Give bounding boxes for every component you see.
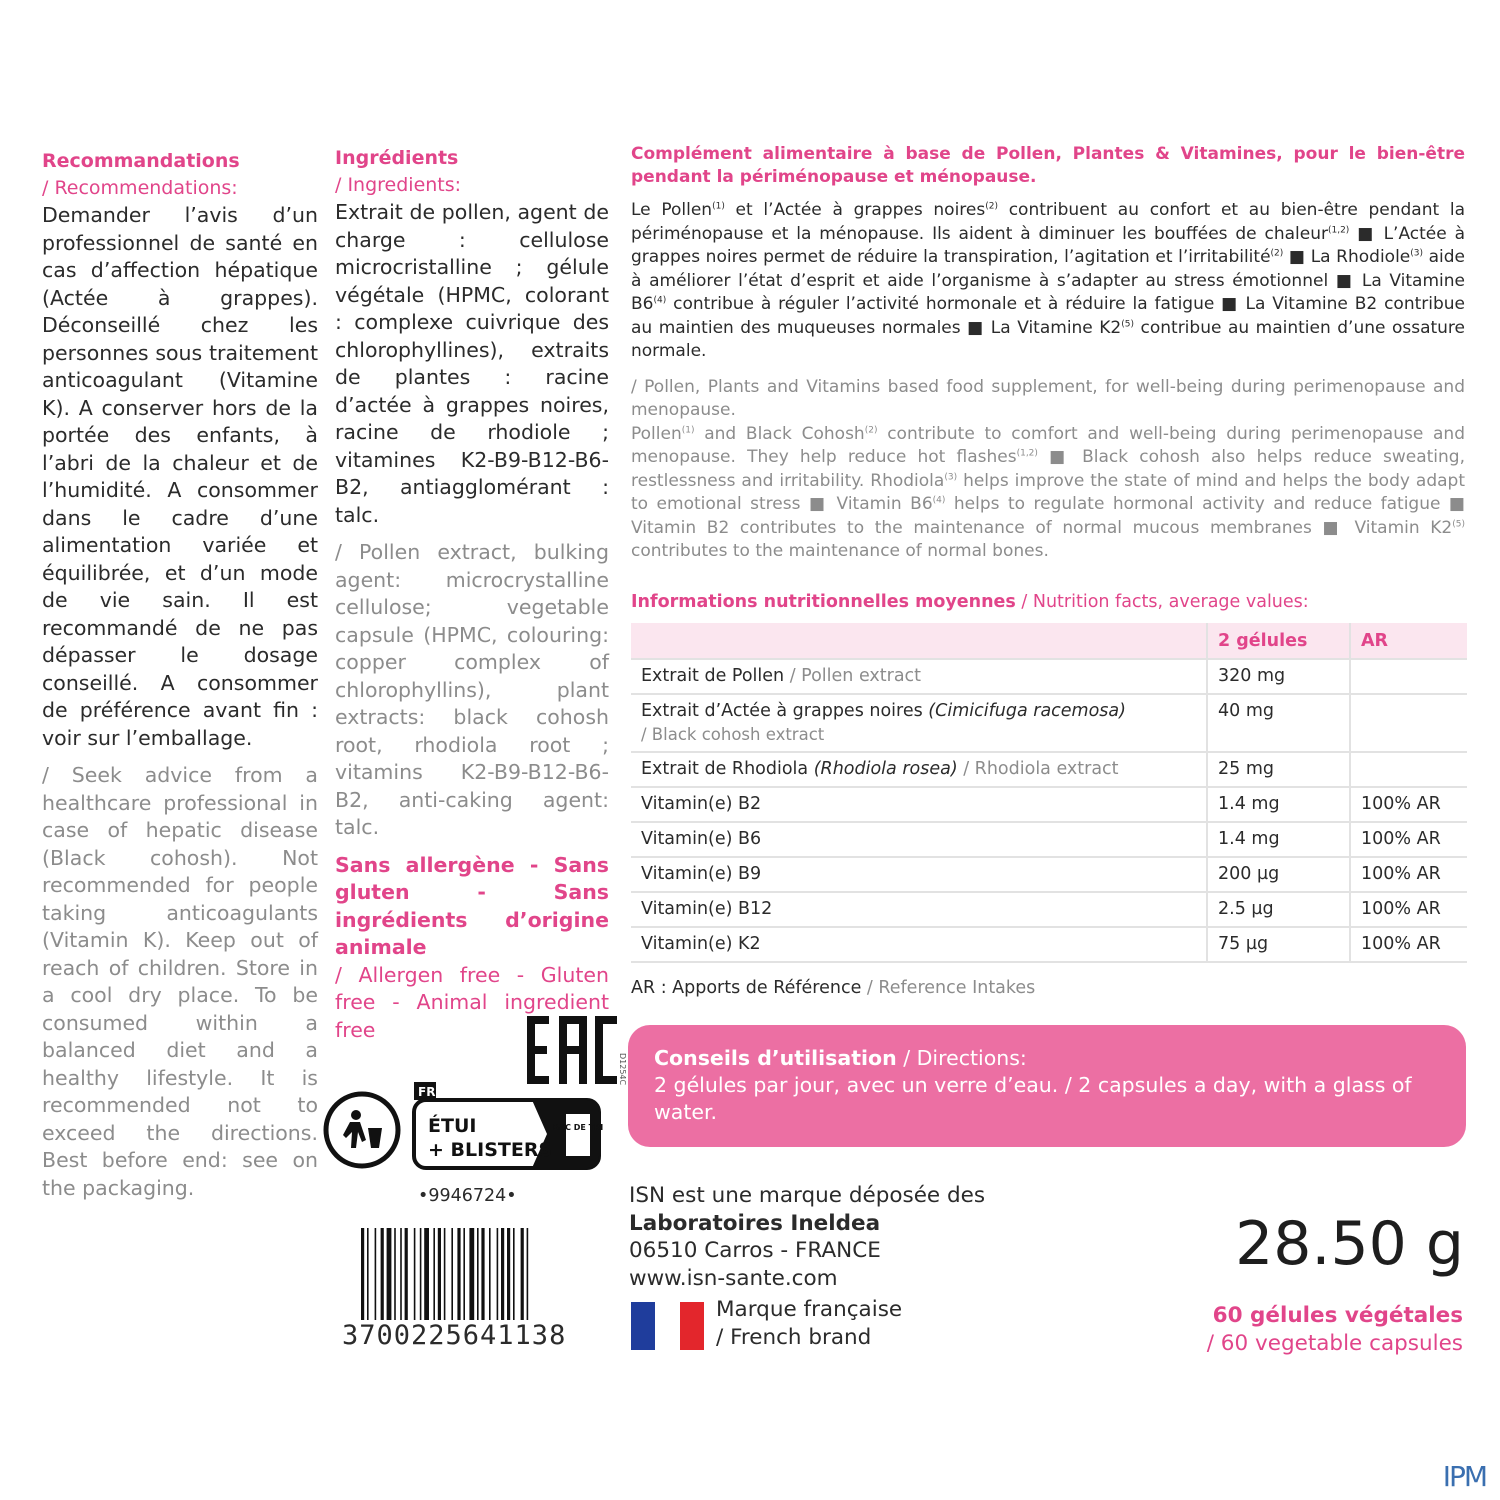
nutrient-dose: 200 µg — [1207, 857, 1350, 892]
nutrient-dose: 1.4 mg — [1207, 822, 1350, 857]
ingredients-text-en: / Pollen extract, bulking agent: microcrystalline cellulose; vegetable capsule (HPMC, colouring: copper complex of chlorophyllins), plant extracts: black cohosh root, rhodiola root ; vitamins K2-B9-B12-B6-B2, anti-caking agent: talc. — [335, 540, 609, 839]
table-row — [631, 857, 1467, 892]
nutrient-dose: 40 mg — [1207, 694, 1350, 752]
barcode-bar — [457, 1228, 460, 1320]
nutrient-ar: 100% AR — [1350, 892, 1467, 927]
nutrient-ar: 100% AR — [1350, 822, 1467, 857]
nutrition-header-ingredient — [631, 623, 1207, 659]
barcode-bar — [469, 1228, 474, 1320]
company-address: 06510 Carros - FRANCE — [629, 1238, 881, 1263]
barcode-bar — [481, 1228, 484, 1320]
reference-intakes-note: AR : Apports de Référence / Reference Intakes — [631, 978, 1036, 998]
svg-text:BAC DE TRI: BAC DE TRI — [552, 1123, 604, 1132]
nutrient-name: Vitamin(e) K2 — [631, 927, 1207, 962]
nutrient-name: Extrait de Pollen / Pollen extract — [631, 659, 1207, 694]
nutrient-ar: 100% AR — [1350, 927, 1467, 962]
description-headline: Complément alimentaire à base de Pollen, Plantes & Vitamines, pour le bien-être pendant la périménopause et ménopause. — [631, 144, 1465, 187]
table-row — [631, 694, 1467, 752]
recommendations-column — [42, 148, 318, 1202]
nutrient-dose: 25 mg — [1207, 752, 1350, 787]
barcode-bar — [527, 1228, 529, 1320]
nutrient-name: Extrait de Rhodiola (Rhodiola rosea) / Rhodiola extract — [631, 752, 1207, 787]
description-column — [631, 143, 1465, 564]
nutrient-ar: 100% AR — [1350, 857, 1467, 892]
recommendations-title-en: / Recommendations: — [42, 177, 238, 199]
barcode-bar — [424, 1228, 429, 1320]
barcode-bar — [400, 1228, 402, 1320]
nutrient-name: Vitamin(e) B6 — [631, 822, 1207, 857]
barcode-bar — [375, 1228, 377, 1320]
barcode-bar — [438, 1228, 441, 1320]
ingredients-title-en: / Ingredients: — [335, 174, 462, 196]
ingredients-text-fr: Extrait de pollen, agent de charge : cellulose microcristalline ; gélule végétale (HPMC, colorant : complexe cuivrique des chlorophyllines), extraits de plantes : racine d’actée à grappes noires, racine de rhodiole ; vitamines K2-B9-B12-B6-B2, antiagglomérant : talc. — [335, 200, 609, 527]
eac-code: D1254C — [618, 1053, 627, 1086]
barcode-digits: 3700225641138 — [342, 1320, 567, 1351]
nutrition-header-dose: 2 gélules — [1207, 623, 1350, 659]
svg-text:ÉTUI: ÉTUI — [428, 1115, 477, 1137]
nutrition-title: Informations nutritionnelles moyennes / Nutrition facts, average values: — [631, 592, 1309, 612]
nutrient-name: Extrait d’Actée à grappes noires (Cimicifuga racemosa) / Black cohosh extract — [631, 694, 1207, 752]
eac-conformity-mark — [525, 1014, 625, 1086]
company-name: Laboratoires Ineldea — [629, 1210, 881, 1236]
directions-title: Conseils d’utilisation / Directions: — [654, 1046, 1027, 1070]
allergen-statement-fr: Sans allergène - Sans gluten - Sans ingrédients d’origine animale — [335, 852, 609, 959]
directions-text: 2 gélules par jour, avec un verre d’eau. / 2 capsules a day, with a glass of water. — [654, 1073, 1412, 1124]
nutrient-name: Vitamin(e) B12 — [631, 892, 1207, 927]
nutrient-dose: 1.4 mg — [1207, 787, 1350, 822]
barcode-bar — [381, 1228, 384, 1320]
description-text-fr: Le Pollen$^{(1)}$ et l’Actée à grappes noires$^{(2)}$ contribuent au confort et au bien-être pendant la périménopause et la ménopause. Ils aident à diminuer les bouffées de chaleur$^{(1,2)}$ ■ L’Actée à grappes noires permet de réduire la transpiration, l’agitation et l’irritabilité$^{(2)}$ ■ La Rhodiole$^{(3)}$ aide à améliorer l’état d’esprit et aide l’organisme à s’adapter au stress émotionnel ■ La Vitamine B6$^{(4)}$ contribue à réguler l’activité hormonale et à réduire la fatigue ■ La Vitamine B2 contribue au maintien des muqueuses normales ■ La Vitamine K2$^{(5)}$ contribue au maintien d’une ossature normale. — [631, 200, 1466, 361]
nutrient-dose: 320 mg — [1207, 659, 1350, 694]
barcode-bar — [394, 1228, 396, 1320]
barcode-bar — [414, 1228, 416, 1320]
barcode-bar — [497, 1228, 499, 1320]
barcode — [357, 1228, 597, 1328]
barcode-bar — [405, 1228, 408, 1320]
nutrition-table — [631, 623, 1467, 963]
recommendations-text-fr: Demander l’avis d’un professionnel de santé en cas d’affection hépatique (Actée à grappes). Déconseillé chez les personnes sous traitement anticoagulant (Vitamine K). A conserver hors de la portée des enfants, à l’abri de la chaleur et de l’humidité. A consommer dans le cadre d’une alimentation variée et équilibrée, et d’un mode de vie sain. Il est recommandé de ne pas dépasser le dosage conseillé. A consommer de préférence avant fin : voir sur l’emballage. — [42, 203, 318, 750]
barcode-bar — [444, 1228, 446, 1320]
nutrient-name: Vitamin(e) B9 — [631, 857, 1207, 892]
barcode-bar — [367, 1228, 369, 1320]
nutrient-ar: 100% AR — [1350, 787, 1467, 822]
barcode-bar — [507, 1228, 510, 1320]
barcode-bar — [361, 1228, 364, 1320]
barcode-bar — [501, 1228, 504, 1320]
capsule-count: 60 gélules végétales / 60 vegetable capsules — [1206, 1303, 1463, 1356]
triman-icon — [326, 1094, 398, 1166]
nutrient-ar — [1350, 752, 1467, 787]
directions-box — [628, 1025, 1466, 1147]
nutrient-dose: 75 µg — [1207, 927, 1350, 962]
triman-recycling-logo — [322, 1080, 622, 1175]
french-brand: Marque française / French brand — [716, 1297, 903, 1350]
company-line1: ISN est une marque déposée des — [629, 1183, 986, 1208]
ingredients-column — [335, 145, 609, 1044]
recommendations-text-en: / Seek advice from a healthcare professional in case of hepatic disease (Black cohosh). Not recommended for people taking anticoagulants (Vitamin K). Keep out of reach of children. Store in a cool dry place. To be consumed within a balanced diet and a healthy lifestyle. It is recommended not to exceed the directions. Best before end: see on the packaging. — [42, 763, 318, 1200]
table-row — [631, 822, 1467, 857]
ipm-watermark: IPM — [1442, 1460, 1486, 1493]
barcode-bar — [521, 1228, 524, 1320]
nutrient-ar — [1350, 694, 1467, 752]
barcode-bar — [420, 1228, 422, 1320]
pharma-code: •9946724• — [418, 1186, 517, 1206]
barcode-bar — [513, 1228, 515, 1320]
table-row — [631, 787, 1467, 822]
table-row — [631, 892, 1467, 927]
barcode-bar — [433, 1228, 435, 1320]
svg-text:+ BLISTERS: + BLISTERS — [428, 1139, 553, 1161]
table-row — [631, 752, 1467, 787]
description-headline-en: / Pollen, Plants and Vitamins based food supplement, for well-being during perimenopause and menopause. — [631, 376, 1465, 420]
nutrition-header-ar: AR — [1350, 623, 1467, 659]
table-row — [631, 927, 1467, 962]
svg-text:FR: FR — [418, 1085, 436, 1099]
barcode-bar — [463, 1228, 465, 1320]
company-website: www.isn-sante.com — [629, 1265, 838, 1291]
allergen-statement-en: / Allergen free - Gluten free - Animal ingredient free — [335, 962, 609, 1042]
ingredients-title-fr: Ingrédients — [335, 147, 459, 169]
barcode-bar — [489, 1228, 491, 1320]
barcode-bar — [477, 1228, 479, 1320]
recommendations-title-fr: Recommandations — [42, 150, 240, 172]
nutrient-name: Vitamin(e) B2 — [631, 787, 1207, 822]
description-text-en: Pollen$^{(1)}$ and Black Cohosh$^{(2)}$ contribute to comfort and well-being during perimenopause and menopause. They help reduce hot flashes$^{(1,2)}$ ■ Black cohosh also helps reduce sweating, restlessness and irritability. Rhodiola$^{(3)}$ helps improve the state of mind and helps the body adapt to emotional stress ■ Vitamin B6$^{(4)}$ helps to regulate hormonal activity and reduce fatigue ■ Vitamin B2 contributes to the maintenance of normal mucous membranes ■ Vitamin K2$^{(5)}$ contributes to the maintenance of normal bones. — [631, 423, 1466, 561]
nutrient-ar — [1350, 659, 1467, 694]
nutrition-header-row — [631, 623, 1467, 659]
french-flag-icon — [631, 1302, 704, 1350]
table-row — [631, 659, 1467, 694]
company-info — [629, 1182, 985, 1292]
nutrient-dose: 2.5 µg — [1207, 892, 1350, 927]
barcode-bar — [387, 1228, 392, 1320]
barcode-bar — [451, 1228, 453, 1320]
net-weight: 28.50 g — [1235, 1209, 1464, 1279]
